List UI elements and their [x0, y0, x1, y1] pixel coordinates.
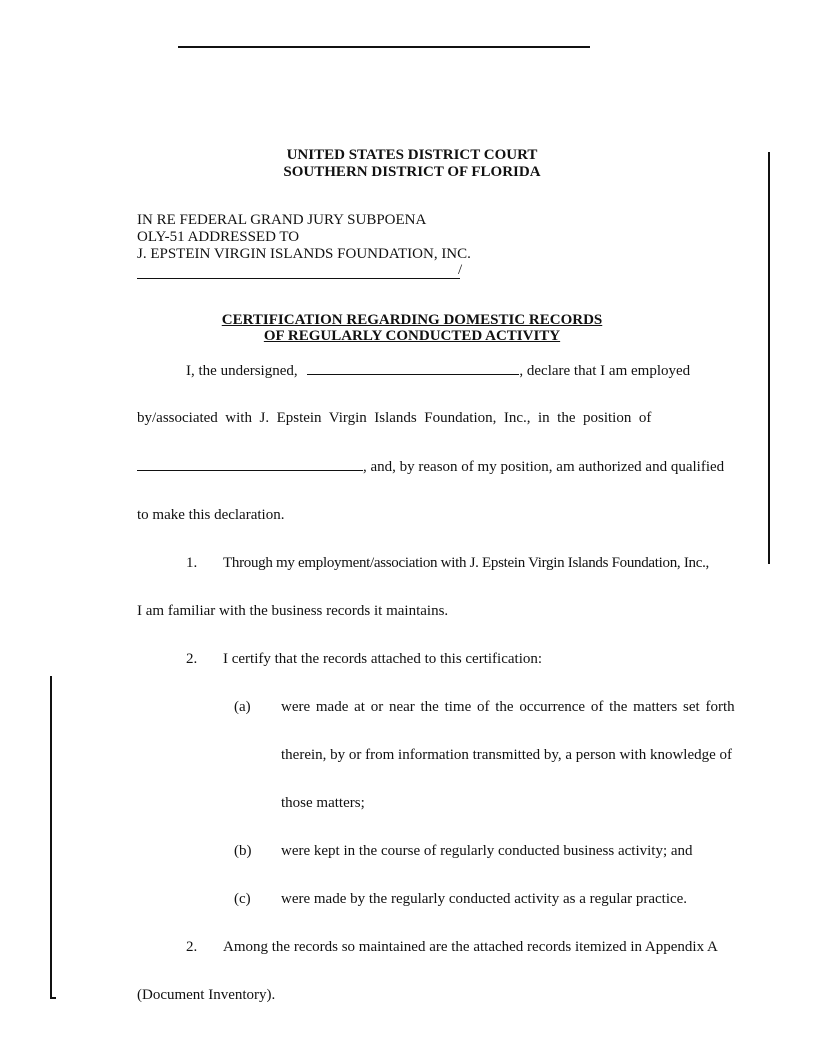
item-2b-line-1: Among the records so maintained are the attached records itemized in Appendix A	[223, 939, 718, 955]
item-2b-number: 2.	[186, 939, 198, 955]
item-1-number: 1.	[186, 555, 198, 571]
name-blank	[307, 362, 519, 375]
document-title-line-1: CERTIFICATION REGARDING DOMESTIC RECORDS	[221, 312, 603, 328]
declaration-line-1	[186, 362, 690, 380]
left-margin-bar	[50, 676, 52, 998]
right-margin-bar	[768, 152, 770, 564]
caption-line-2: OLY-51 ADDRESSED TO	[137, 229, 300, 245]
declaration-line-3	[137, 458, 724, 476]
court-name: UNITED STATES DISTRICT COURT	[286, 147, 538, 163]
caption-line-3: J. EPSTEIN VIRGIN ISLANDS FOUNDATION, INC.	[137, 246, 471, 262]
sub-b-text: were kept in the course of regularly conducted business activity; and	[281, 843, 693, 859]
sub-c-label: (c)	[234, 891, 251, 907]
caption-rule	[137, 278, 460, 279]
item-2-text: I certify that the records attached to this certification:	[223, 651, 543, 667]
declaration-employed: , declare that I am employed	[519, 363, 691, 379]
sub-a-label: (a)	[234, 699, 251, 715]
sub-c-text: were made by the regularly conducted activity as a regular practice.	[281, 891, 688, 907]
sub-a-line-3: those matters;	[281, 795, 365, 811]
sub-a-line-1: were made at or near the time of the occurrence of the matters set forth	[281, 699, 735, 715]
caption-slash: /	[458, 262, 463, 278]
declaration-line-4: to make this declaration.	[137, 507, 285, 523]
caption-line-1: IN RE FEDERAL GRAND JURY SUBPOENA	[137, 212, 427, 228]
left-margin-tick	[50, 997, 56, 999]
position-blank	[137, 458, 363, 471]
sub-b-label: (b)	[234, 843, 252, 859]
item-2-number: 2.	[186, 651, 198, 667]
item-1-line-1: Through my employment/association with J. Epstein Virgin Islands Foundation, Inc.,	[223, 555, 709, 571]
document-title-line-2: OF REGULARLY CONDUCTED ACTIVITY	[263, 328, 561, 344]
declaration-line-2: by/associated with J. Epstein Virgin Islands Foundation, Inc., in the position of	[137, 410, 652, 426]
court-district: SOUTHERN DISTRICT OF FLORIDA	[283, 164, 541, 180]
item-2b-line-2: (Document Inventory).	[137, 987, 276, 1003]
item-1-line-2: I am familiar with the business records it maintains.	[137, 603, 449, 619]
top-rule	[178, 46, 590, 48]
declaration-authorized: , and, by reason of my position, am authorized and qualified	[363, 459, 725, 475]
sub-a-line-2: therein, by or from information transmitted by, a person with knowledge of	[281, 747, 733, 763]
declaration-intro: I, the undersigned,	[186, 363, 298, 379]
